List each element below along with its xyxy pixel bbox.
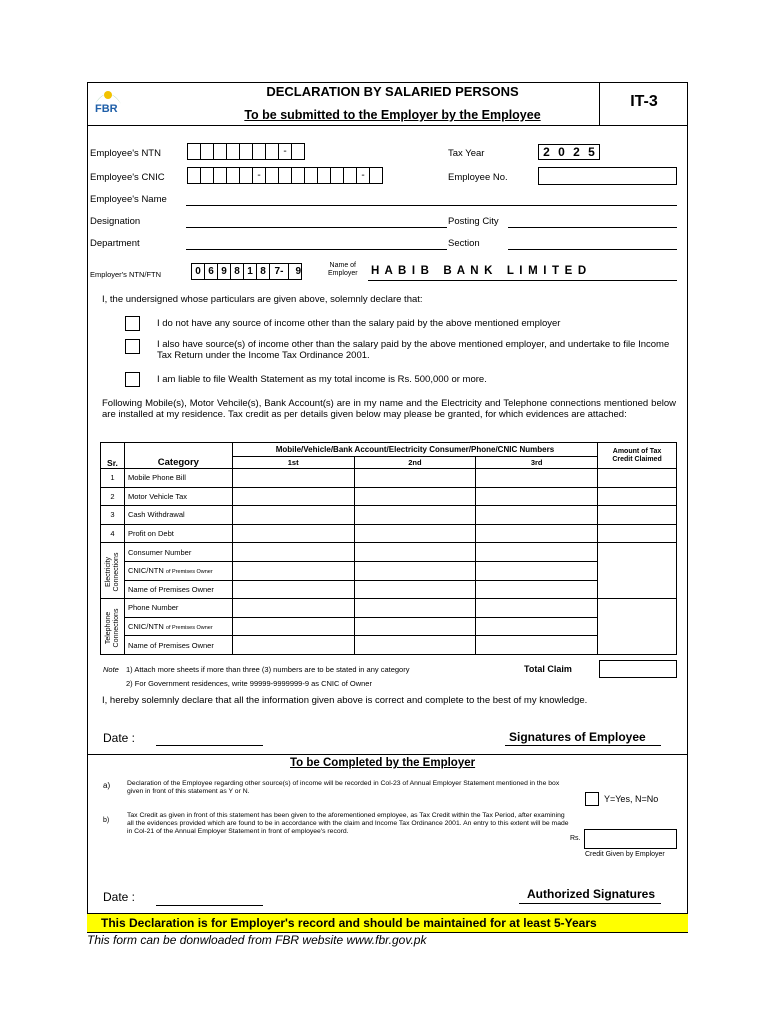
option-1-checkbox[interactable] — [125, 316, 140, 331]
cell-2nd[interactable] — [354, 599, 476, 618]
evidence-statement: Following Mobile(s), Motor Vehcile(s), Bank Account(s) are in my name and the Electricity and Telephone connections mentioned below are installed at my residence. Tax credit as per details given below may please be granted, for which evidences are attached: — [102, 398, 676, 420]
yn-checkbox[interactable] — [585, 792, 599, 806]
row-category: Name of Premises Owner — [124, 636, 232, 655]
logo-text: FBR — [95, 103, 118, 115]
cell-1st[interactable] — [232, 561, 354, 580]
tax-year-digit: 2 — [573, 145, 580, 159]
total-claim-field[interactable] — [599, 660, 677, 678]
employer-name-value: H A B I B B A N K L I M I T E D — [371, 265, 588, 277]
option-1-text: I do not have any source of income other than the salary paid by the above mentioned employer — [157, 318, 561, 329]
tax-year-label: Tax Year — [448, 148, 485, 159]
cell-1st[interactable] — [232, 543, 354, 562]
row-category: Motor Vehicle Tax — [124, 487, 232, 506]
col-3rd-header: 3rd — [476, 457, 598, 469]
row-sr: 2 — [101, 487, 125, 506]
cnic-dash: - — [252, 167, 266, 184]
option-2-text: I also have source(s) of income other than the salary paid by the above mentioned employer, and undertake to file Income Tax Return under the Income Tax Ordinance 2001. — [157, 339, 670, 361]
cell-3rd[interactable] — [476, 487, 598, 506]
cell-2nd[interactable] — [354, 580, 476, 599]
employer-date-field[interactable] — [156, 905, 263, 906]
employer-name-underline — [368, 280, 677, 281]
employer-ntn-digit: 8 — [230, 263, 244, 280]
cell-2nd[interactable] — [354, 543, 476, 562]
cell-amount[interactable] — [598, 506, 677, 525]
table-row — [101, 561, 677, 580]
yn-legend: Y=Yes, N=No — [604, 794, 659, 804]
closing-statement: I, hereby solemnly declare that all the information given above is correct and complete to the best of my knowledge. — [102, 695, 588, 706]
employer-name-label — [328, 262, 358, 278]
ntn-dash: - — [278, 143, 292, 160]
tax-year-digit: 2 — [543, 145, 550, 159]
employee-ntn-field[interactable] — [188, 143, 305, 160]
employee-no-field[interactable] — [538, 167, 677, 185]
table-row — [101, 580, 677, 599]
cell-2nd[interactable] — [354, 617, 476, 636]
cell-1st[interactable] — [232, 487, 354, 506]
employee-name-label: Employee's Name — [90, 194, 167, 205]
form-title: DECLARATION BY SALARIED PERSONS — [266, 84, 519, 99]
cell-3rd[interactable] — [476, 599, 598, 618]
col-amount-line2: Credit Claimed — [612, 455, 662, 463]
electricity-label-line1: Electricity — [105, 557, 112, 588]
col-amount-header — [598, 443, 677, 469]
employee-ntn-label: Employee's NTN — [90, 148, 161, 159]
authorized-signature-field[interactable] — [519, 903, 661, 904]
table-row — [101, 617, 677, 636]
table-row — [101, 524, 677, 543]
cnic-dash: - — [356, 167, 370, 184]
item-b-label: b) — [103, 817, 110, 824]
tax-year-field[interactable] — [538, 144, 600, 160]
total-claim-label: Total Claim — [524, 664, 572, 674]
download-footer: This form can be donwloaded from FBR website www.fbr.gov.pk — [87, 933, 427, 947]
employee-no-label: Employee No. — [448, 172, 508, 183]
department-label: Department — [90, 238, 140, 249]
employee-date-label: Date : — [103, 731, 136, 745]
row-sr: 3 — [101, 506, 125, 525]
employee-cnic-field[interactable] — [188, 167, 383, 184]
cell-1st[interactable] — [232, 506, 354, 525]
option-3-text: I am liable to file Wealth Statement as my total income is Rs. 500,000 or more. — [157, 374, 487, 385]
cell-2nd[interactable] — [354, 636, 476, 655]
section-field[interactable] — [508, 249, 677, 250]
employer-ntn-digit: 8 — [256, 263, 270, 280]
cell-1st[interactable] — [232, 636, 354, 655]
tax-year-digit: 0 — [558, 145, 565, 159]
row-sr: 1 — [101, 469, 125, 488]
credit-given-field[interactable] — [584, 829, 677, 849]
employee-cnic-label: Employee's CNIC — [90, 172, 165, 183]
row-category-main: CNIC/NTN — [127, 622, 164, 632]
cell-1st[interactable] — [232, 469, 354, 488]
employer-ntn-digit: 6 — [204, 263, 218, 280]
cell-2nd[interactable] — [354, 487, 476, 506]
declaration-intro: I, the undersigned whose particulars are given above, solemnly declare that: — [102, 294, 423, 305]
cell-1st[interactable] — [232, 524, 354, 543]
row-category — [124, 561, 232, 580]
row-category-main: CNIC/NTN — [127, 566, 164, 576]
cell-2nd[interactable] — [354, 524, 476, 543]
col-2nd-header: 2nd — [354, 457, 476, 469]
cell-amount[interactable] — [598, 524, 677, 543]
cell-3rd[interactable] — [476, 469, 598, 488]
cell-2nd[interactable] — [354, 561, 476, 580]
cell-3rd[interactable] — [476, 636, 598, 655]
employer-ntn-digit: 9 — [288, 263, 302, 280]
employer-ntn-digit: 1 — [243, 263, 257, 280]
employer-ntn-label: Employer's NTN/FTN — [90, 270, 162, 279]
owner-suffix: of Premises Owner — [165, 625, 213, 632]
cell-1st[interactable] — [232, 599, 354, 618]
electricity-label-line2: Connections — [113, 552, 120, 592]
col-1st-header: 1st — [232, 457, 354, 469]
cell-amount[interactable] — [598, 543, 677, 599]
header-divider — [87, 125, 688, 126]
note-label: Note — [103, 665, 119, 674]
employee-signature-field[interactable] — [505, 745, 661, 746]
employer-section-divider — [87, 754, 688, 755]
item-a-text: Declaration of the Employee regarding other source(s) of income will be recorded in Col-23 of Annual Employer Statement mentioned in the box given in front of this statement as Y or N. — [127, 780, 560, 795]
cell-3rd[interactable] — [476, 580, 598, 599]
table-row — [101, 636, 677, 655]
employer-ntn-field[interactable] — [192, 263, 302, 280]
fbr-logo — [89, 86, 127, 124]
employer-ntn-digit: 9 — [217, 263, 231, 280]
employee-name-field[interactable] — [186, 205, 677, 206]
table-row — [101, 487, 677, 506]
employer-ntn-digit: 0 — [191, 263, 205, 280]
row-category: Name of Premises Owner — [124, 580, 232, 599]
row-category: Phone Number — [124, 599, 232, 618]
table-row — [101, 543, 677, 562]
cell-2nd[interactable] — [354, 469, 476, 488]
telephone-label-line2: Connections — [113, 608, 120, 648]
cell-amount[interactable] — [598, 599, 677, 655]
cell-3rd[interactable] — [476, 506, 598, 525]
form-subtitle: To be submitted to the Employer by the Employee — [244, 108, 541, 122]
col-amount-line1: Amount of Tax — [612, 447, 662, 455]
table-row — [101, 599, 677, 618]
rs-label: Rs. — [570, 835, 581, 842]
form-number: IT-3 — [630, 93, 658, 110]
cell-amount[interactable] — [598, 469, 677, 488]
telephone-label-line1: Telephone — [105, 612, 112, 645]
option-3-checkbox[interactable] — [125, 372, 140, 387]
designation-label: Designation — [90, 216, 141, 227]
tax-credit-table — [100, 442, 677, 655]
employer-name-label-line1: Name of — [329, 262, 357, 269]
cell-1st[interactable] — [232, 580, 354, 599]
row-category: Cash Withdrawal — [124, 506, 232, 525]
cell-1st[interactable] — [232, 617, 354, 636]
employee-date-field[interactable] — [156, 745, 263, 746]
electricity-group-label — [101, 543, 125, 599]
section-label: Section — [448, 238, 480, 249]
row-category: Mobile Phone Bill — [124, 469, 232, 488]
employer-name-label-line2: Employer — [328, 270, 358, 277]
numbers-group-header: Mobile/Vehicle/Bank Account/Electricity Consumer/Phone/CNIC Numbers — [232, 443, 597, 457]
owner-suffix: of Premises Owner — [165, 569, 213, 576]
table-row — [101, 506, 677, 525]
cell-3rd[interactable] — [476, 617, 598, 636]
employee-signature-label: Signatures of Employee — [509, 730, 646, 744]
col-category-header: Category — [124, 443, 232, 469]
note-1: 1) Attach more sheets if more than three (3) numbers are to be stated in any category — [126, 665, 410, 674]
table-row — [101, 469, 677, 488]
employer-date-label: Date : — [103, 890, 136, 904]
row-category: Profit on Debt — [124, 524, 232, 543]
posting-city-label: Posting City — [448, 216, 499, 227]
posting-city-field[interactable] — [508, 227, 677, 228]
authorized-signature-label: Authorized Signatures — [527, 887, 656, 901]
telephone-group-label — [101, 599, 125, 655]
retention-banner: This Declaration is for Employer's record and should be maintained for at least 5-Years — [87, 913, 688, 932]
cell-3rd[interactable] — [476, 561, 598, 580]
employer-ntn-digit: 7- — [269, 263, 289, 280]
col-sr-header: Sr. — [101, 443, 125, 469]
row-sr: 4 — [101, 524, 125, 543]
department-field[interactable] — [186, 249, 447, 250]
row-category: Consumer Number — [124, 543, 232, 562]
row-category — [124, 617, 232, 636]
note-2: 2) For Government residences, write 99999-9999999-9 as CNIC of Owner — [126, 679, 372, 688]
option-2-checkbox[interactable] — [125, 339, 140, 354]
cell-2nd[interactable] — [354, 506, 476, 525]
cell-amount[interactable] — [598, 487, 677, 506]
credit-given-label: Credit Given by Employer — [585, 851, 665, 858]
employer-section-heading: To be Completed by the Employer — [290, 757, 476, 769]
cell-3rd[interactable] — [476, 524, 598, 543]
item-b-text: Tax Credit as given in front of this statement has been given to the aforementioned employee, as Tax Credit within the Tax Period, after examining all the evidences provided which are found to be in accordance with the claim and Income Tax Ordinance 2001. An entry to this extent will be made in Col-21 of the Annual Employer Statement in front of employee's record. — [127, 812, 569, 835]
cell-3rd[interactable] — [476, 543, 598, 562]
designation-field[interactable] — [186, 227, 447, 228]
item-a-label: a) — [103, 781, 111, 790]
tax-year-digit: 5 — [588, 145, 595, 159]
